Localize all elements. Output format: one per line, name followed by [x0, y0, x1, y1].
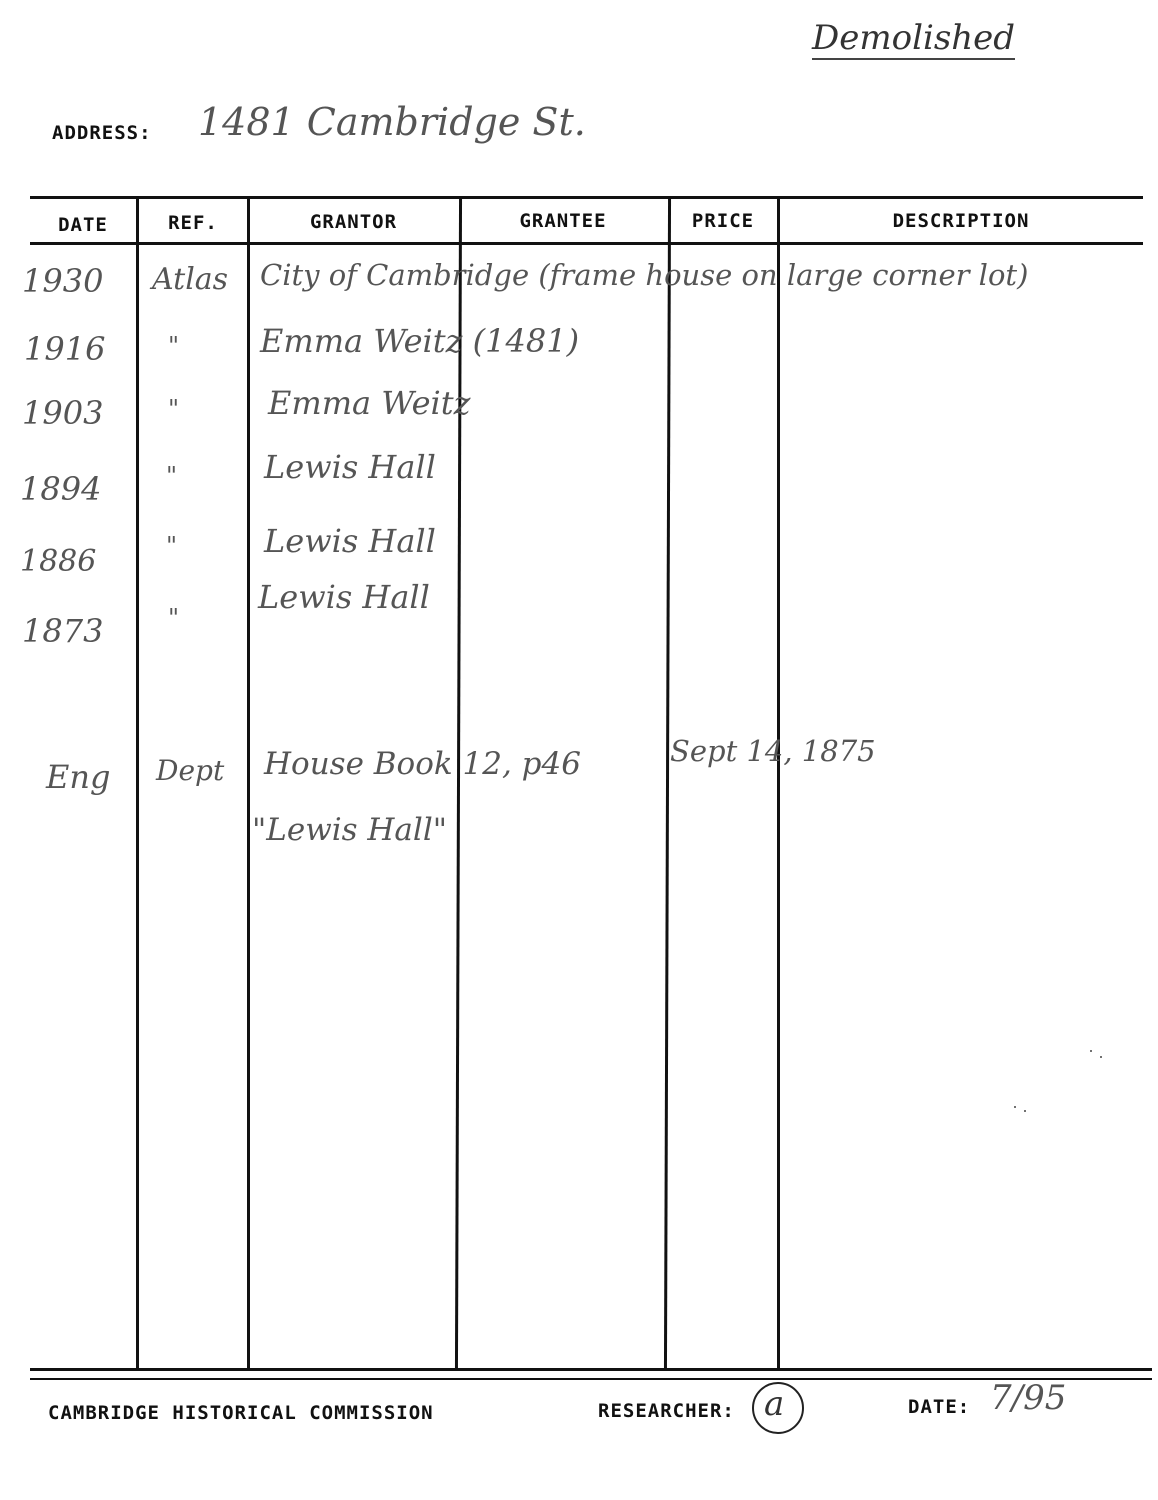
col-divider-1 — [136, 198, 139, 1370]
row-grantor: Emma Weitz — [268, 384, 471, 422]
row-grantor: Emma Weitz (1481) — [260, 322, 580, 360]
col-divider-5 — [777, 198, 780, 1370]
row-ref: " — [168, 604, 180, 632]
eng-note-line2: "Lewis Hall" — [252, 812, 448, 848]
commission-name: CAMBRIDGE HISTORICAL COMMISSION — [48, 1402, 434, 1424]
researcher-value: a — [764, 1384, 785, 1424]
table-top-rule — [30, 196, 1143, 199]
col-header-grantee: GRANTEE — [519, 210, 607, 232]
row-date: 1886 — [20, 544, 97, 579]
row-ref: " — [168, 395, 180, 423]
date-label: DATE: — [908, 1396, 971, 1418]
row-date: 1903 — [22, 394, 104, 432]
col-divider-3 — [455, 196, 462, 1370]
eng-note-ref: Dept — [156, 754, 225, 787]
scan-speck — [1090, 1050, 1092, 1052]
col-header-date: DATE — [58, 214, 108, 236]
row-grantor: Lewis Hall — [264, 448, 436, 486]
row-date: 1930 — [22, 262, 104, 300]
scan-speck — [1024, 1110, 1026, 1112]
row-grantor: City of Cambridge (frame house on large corner lot) — [260, 258, 1029, 292]
researcher-label: RESEARCHER: — [598, 1400, 735, 1422]
col-divider-2 — [247, 198, 250, 1370]
table-bottom-rule — [30, 1368, 1152, 1371]
eng-note-grantor: House Book 12, p46 — [264, 746, 581, 782]
eng-note-grantee: Sept 14, 1875 — [670, 734, 876, 768]
header-bottom-rule — [30, 242, 1143, 245]
row-ref: " — [166, 462, 178, 490]
col-header-price: PRICE — [691, 210, 755, 232]
col-header-ref: REF. — [168, 212, 218, 234]
row-date: 1916 — [24, 330, 106, 368]
scan-speck — [1014, 1106, 1016, 1108]
col-divider-4 — [664, 198, 671, 1370]
row-date: 1894 — [20, 470, 102, 508]
scan-speck — [1100, 1056, 1102, 1058]
col-header-grantor: GRANTOR — [309, 211, 398, 233]
footer-rule — [30, 1378, 1152, 1380]
eng-note-date: Eng — [46, 758, 111, 796]
row-grantor: Lewis Hall — [258, 578, 430, 616]
row-ref: " — [166, 532, 178, 560]
address-value: 1481 Cambridge St. — [198, 100, 586, 144]
row-date: 1873 — [22, 612, 104, 650]
col-header-description: DESCRIPTION — [892, 210, 1030, 232]
row-ref: " — [168, 332, 180, 360]
row-ref: Atlas — [152, 262, 229, 297]
address-label: ADDRESS: — [52, 122, 152, 144]
date-value: 7/95 — [990, 1378, 1067, 1418]
row-grantor: Lewis Hall — [264, 522, 436, 560]
status-note: Demolished — [812, 18, 1016, 58]
